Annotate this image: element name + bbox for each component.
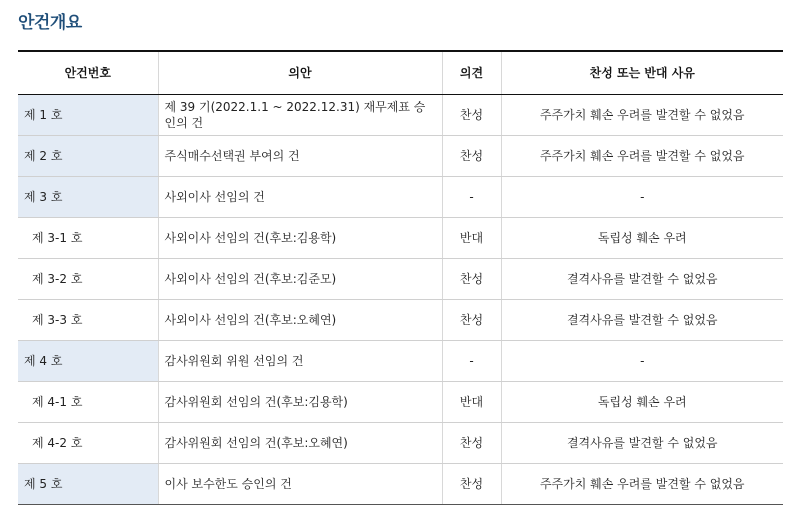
agenda-title: 주식매수선택권 부여의 건 bbox=[158, 135, 442, 176]
page-title: 안건개요 bbox=[18, 13, 82, 33]
opinion: 찬성 bbox=[442, 299, 501, 340]
table-row bbox=[18, 135, 783, 176]
opinion: 반대 bbox=[442, 381, 501, 422]
reason: 주주가치 훼손 우려를 발견할 수 없었음 bbox=[501, 463, 783, 504]
opinion: 찬성 bbox=[442, 94, 501, 135]
reason: 결격사유를 발견할 수 없었음 bbox=[501, 299, 783, 340]
header-opinion: 의견 bbox=[442, 51, 501, 94]
agenda-title: 감사위원회 위원 선임의 건 bbox=[158, 340, 442, 381]
agenda-number: 제 1 호 bbox=[18, 94, 158, 135]
reason: 주주가치 훼손 우려를 발견할 수 없었음 bbox=[501, 94, 783, 135]
header-agenda-number: 안건번호 bbox=[18, 51, 158, 94]
agenda-number: 제 4-2 호 bbox=[18, 422, 158, 463]
agenda-number: 제 2 호 bbox=[18, 135, 158, 176]
agenda-title: 제 39 기(2022.1.1 ~ 2022.12.31) 재무제표 승인의 건 bbox=[158, 94, 442, 135]
agenda-number: 제 5 호 bbox=[18, 463, 158, 504]
table-row bbox=[18, 422, 783, 463]
opinion: - bbox=[442, 176, 501, 217]
table-row bbox=[18, 258, 783, 299]
reason: - bbox=[501, 340, 783, 381]
table-body bbox=[18, 94, 783, 504]
agenda-number: 제 3-1 호 bbox=[18, 217, 158, 258]
opinion: 찬성 bbox=[442, 422, 501, 463]
agenda-number: 제 4-1 호 bbox=[18, 381, 158, 422]
table-row bbox=[18, 463, 783, 504]
opinion: 찬성 bbox=[442, 135, 501, 176]
agenda-number: 제 3 호 bbox=[18, 176, 158, 217]
reason: 독립성 훼손 우려 bbox=[501, 217, 783, 258]
agenda-title: 감사위원회 선임의 건(후보:오혜연) bbox=[158, 422, 442, 463]
agenda-title: 이사 보수한도 승인의 건 bbox=[158, 463, 442, 504]
reason: 독립성 훼손 우려 bbox=[501, 381, 783, 422]
table-header bbox=[18, 51, 783, 94]
table-row bbox=[18, 340, 783, 381]
table-row bbox=[18, 299, 783, 340]
opinion: 찬성 bbox=[442, 463, 501, 504]
agenda-title: 사외이사 선임의 건(후보:김용학) bbox=[158, 217, 442, 258]
reason: - bbox=[501, 176, 783, 217]
header-reason: 찬성 또는 반대 사유 bbox=[501, 51, 783, 94]
table-row bbox=[18, 94, 783, 135]
opinion: - bbox=[442, 340, 501, 381]
header-agenda-title: 의안 bbox=[158, 51, 442, 94]
opinion: 찬성 bbox=[442, 258, 501, 299]
agenda-title: 사외이사 선임의 건(후보:오혜연) bbox=[158, 299, 442, 340]
table-row bbox=[18, 176, 783, 217]
table-row bbox=[18, 381, 783, 422]
reason: 결격사유를 발견할 수 없었음 bbox=[501, 258, 783, 299]
opinion: 반대 bbox=[442, 217, 501, 258]
agenda-title: 감사위원회 선임의 건(후보:김용학) bbox=[158, 381, 442, 422]
agenda-title: 사외이사 선임의 건 bbox=[158, 176, 442, 217]
header-row bbox=[18, 51, 783, 94]
reason: 주주가치 훼손 우려를 발견할 수 없었음 bbox=[501, 135, 783, 176]
agenda-number: 제 4 호 bbox=[18, 340, 158, 381]
agenda-title: 사외이사 선임의 건(후보:김준모) bbox=[158, 258, 442, 299]
agenda-number: 제 3-3 호 bbox=[18, 299, 158, 340]
reason: 결격사유를 발견할 수 없었음 bbox=[501, 422, 783, 463]
table-row bbox=[18, 217, 783, 258]
agenda-table bbox=[18, 50, 783, 505]
agenda-number: 제 3-2 호 bbox=[18, 258, 158, 299]
